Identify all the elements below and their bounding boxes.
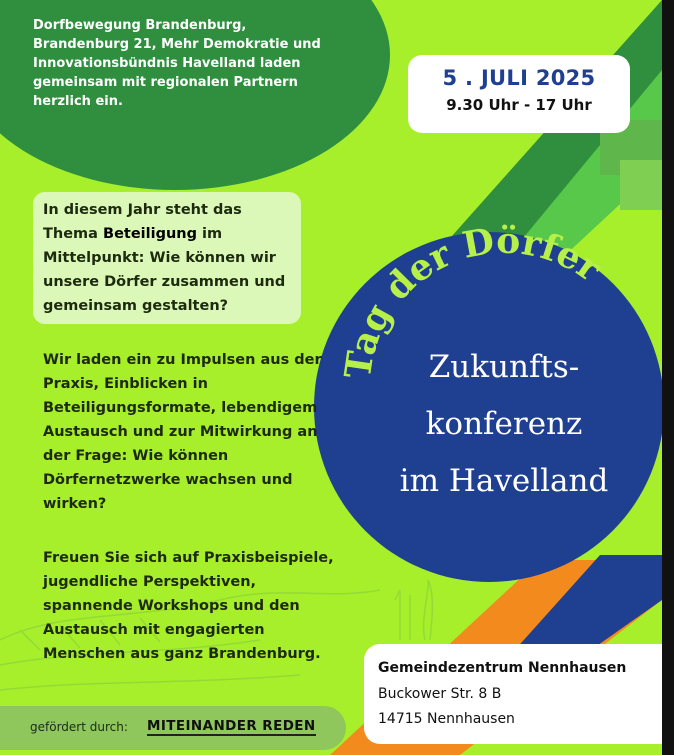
title-line-3: im Havelland (399, 463, 609, 499)
theme-box (33, 192, 301, 324)
venue-city: 14715 Nennhausen (378, 711, 515, 727)
venue-box (364, 644, 662, 744)
title-arc-text: Tag der Dörfer (336, 219, 609, 382)
theme-text-part1: In diesem Jahr steht das Thema (43, 202, 242, 242)
intro-text: Dorfbewegung Brandenburg, Brandenburg 21, Mehr Demokratie und Innovationsbündnis Havelland laden gemeinsam mit regionalen Partnern herzlich ein. (33, 18, 321, 109)
closing-paragraph: Freuen Sie sich auf Praxisbeispiele, jugendliche Perspektiven, spannende Workshops und den Austausch mit engagierten Menschen aus ganz Brandenburg. (43, 550, 334, 662)
upper-right-small-square (620, 160, 662, 210)
funding-label: gefördert durch: (30, 720, 128, 734)
venue-name: Gemeindezentrum Nennhausen (378, 660, 627, 676)
funder-logo: MITEINANDER REDEN (147, 718, 316, 734)
date-box (408, 55, 630, 133)
theme-highlight: Beteiligung (103, 226, 197, 242)
theme-text-part2: im Mittelpunkt: Wie können wir unsere Dörfer zusammen und gemeinsam gestalten? (43, 226, 286, 314)
funding-bar (0, 706, 346, 750)
venue-street: Buckower Str. 8 B (378, 686, 502, 702)
invitation-paragraph: Wir laden ein zu Impulsen aus der Praxis, Einblicken in Beteiligungsformate, lebendigem Austausch und zur Mitwirkung an der Frage: Wie können Dörfernetzwerke wachsen und wirken? (43, 352, 322, 512)
title-line-2: konferenz (425, 406, 583, 442)
event-time: 9.30 Uhr - 17 Uhr (446, 96, 592, 114)
event-date: 5 . JULI 2025 (442, 66, 596, 90)
title-line-1: Zukunfts- (428, 349, 580, 385)
